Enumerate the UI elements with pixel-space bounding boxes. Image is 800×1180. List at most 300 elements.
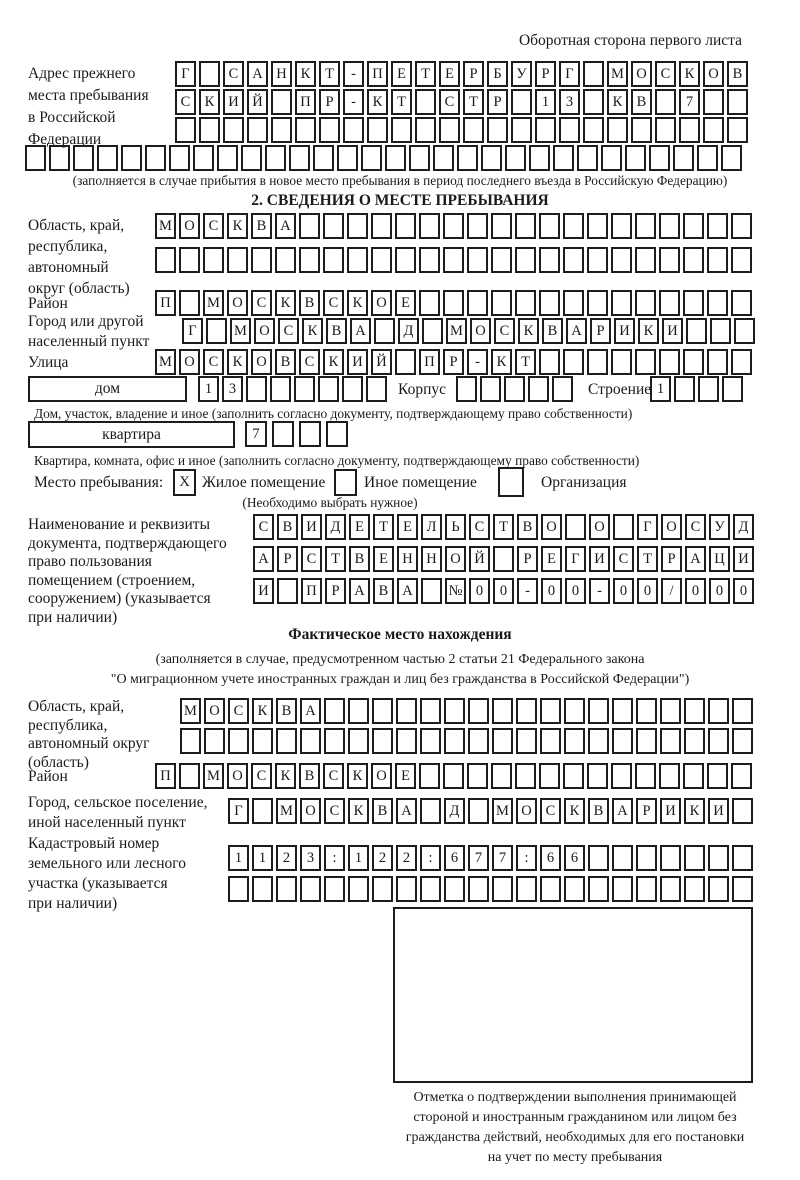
stay-type-label: Место пребывания: xyxy=(34,474,164,491)
char-cell xyxy=(731,290,752,316)
char-cell xyxy=(179,763,200,789)
char-cell xyxy=(348,728,369,754)
label-line: при наличии) xyxy=(28,608,118,626)
char-cell: Й xyxy=(469,546,490,572)
char-cell xyxy=(444,876,465,902)
char-cell xyxy=(467,247,488,273)
char-cell xyxy=(324,876,345,902)
char-cell: 3 xyxy=(300,845,321,871)
char-cell: Р xyxy=(325,578,346,604)
char-cell: К xyxy=(347,763,368,789)
char-cell: 1 xyxy=(252,845,273,871)
char-cell xyxy=(708,845,729,871)
char-cell xyxy=(674,376,695,402)
char-cell: С xyxy=(253,514,274,540)
char-cell: Е xyxy=(395,290,416,316)
char-cell xyxy=(300,728,321,754)
place-city-label xyxy=(28,312,149,352)
char-cell xyxy=(587,763,608,789)
char-cell xyxy=(343,117,364,143)
char-cell xyxy=(481,145,502,171)
char-cell: Н xyxy=(271,61,292,87)
char-cell xyxy=(577,145,598,171)
char-cell: / xyxy=(661,578,682,604)
char-cell xyxy=(468,698,489,724)
char-cell xyxy=(636,698,657,724)
char-cell xyxy=(505,145,526,171)
char-cell xyxy=(443,213,464,239)
char-cell: А xyxy=(350,318,371,344)
actual-district-row xyxy=(155,763,755,789)
char-cell xyxy=(487,117,508,143)
place-district-label: Район xyxy=(28,295,68,312)
label-line: участка (указывается xyxy=(28,875,168,892)
char-cell: 6 xyxy=(444,845,465,871)
house-number-row xyxy=(198,376,390,402)
section2-title: 2. СВЕДЕНИЯ О МЕСТЕ ПРЕБЫВАНИЯ xyxy=(251,192,549,209)
char-cell xyxy=(395,247,416,273)
char-cell: В xyxy=(517,514,538,540)
char-cell: Р xyxy=(535,61,556,87)
char-cell: Т xyxy=(415,61,436,87)
house-type-box: дом xyxy=(28,376,187,402)
char-cell xyxy=(265,145,286,171)
label-line: "О миграционном учете иностранных граждан и лиц без гражданства в Российской Федерации") xyxy=(110,672,690,687)
char-cell xyxy=(611,763,632,789)
char-cell xyxy=(419,763,440,789)
char-cell: 7 xyxy=(245,421,267,447)
char-cell: Е xyxy=(395,763,416,789)
char-cell: 1 xyxy=(228,845,249,871)
char-cell: Т xyxy=(493,514,514,540)
char-cell xyxy=(504,376,525,402)
place-street-row xyxy=(155,349,755,375)
char-cell: - xyxy=(467,349,488,375)
char-cell xyxy=(684,728,705,754)
char-cell: К xyxy=(491,349,512,375)
char-cell: Ц xyxy=(709,546,730,572)
actual-city-label xyxy=(28,793,207,833)
char-cell xyxy=(611,290,632,316)
cadastre-label xyxy=(28,834,186,914)
char-cell xyxy=(607,117,628,143)
char-cell xyxy=(145,145,166,171)
char-cell xyxy=(204,728,225,754)
char-cell xyxy=(251,247,272,273)
char-cell: А xyxy=(300,698,321,724)
char-cell: Н xyxy=(397,546,418,572)
char-cell xyxy=(684,698,705,724)
char-cell: С xyxy=(494,318,515,344)
char-cell xyxy=(565,514,586,540)
char-cell xyxy=(121,145,142,171)
char-cell xyxy=(348,698,369,724)
char-cell: 1 xyxy=(650,376,671,402)
char-cell: Е xyxy=(397,514,418,540)
char-cell xyxy=(683,213,704,239)
char-cell xyxy=(540,698,561,724)
char-cell: П xyxy=(367,61,388,87)
char-cell: Д xyxy=(733,514,754,540)
char-cell xyxy=(683,290,704,316)
char-cell xyxy=(318,376,339,402)
char-cell xyxy=(660,728,681,754)
char-cell: 2 xyxy=(372,845,393,871)
char-cell xyxy=(444,728,465,754)
char-cell: П xyxy=(301,578,322,604)
char-cell xyxy=(731,349,752,375)
char-cell: И xyxy=(660,798,681,824)
stay-type-checkbox-other-premises xyxy=(334,469,357,496)
prev-address-row-4 xyxy=(25,145,745,171)
label-line: Кадастровый номер xyxy=(28,835,160,852)
char-cell xyxy=(492,728,513,754)
char-cell: Д xyxy=(444,798,465,824)
char-cell: О xyxy=(179,213,200,239)
char-cell xyxy=(409,145,430,171)
label-line: округ (область) xyxy=(28,280,130,297)
label-line: право пользования xyxy=(28,553,152,570)
char-cell: 6 xyxy=(564,845,585,871)
char-cell xyxy=(553,145,574,171)
char-cell: - xyxy=(589,578,610,604)
doc-row-1 xyxy=(253,514,757,540)
char-cell xyxy=(227,247,248,273)
char-cell xyxy=(246,376,267,402)
char-cell xyxy=(683,349,704,375)
char-cell: 3 xyxy=(222,376,243,402)
label-line: документа, подтверждающего xyxy=(28,534,227,552)
char-cell xyxy=(708,698,729,724)
char-cell: М xyxy=(203,763,224,789)
char-cell: С xyxy=(203,349,224,375)
char-cell: Д xyxy=(398,318,419,344)
char-cell: 0 xyxy=(541,578,562,604)
char-cell xyxy=(659,290,680,316)
char-cell xyxy=(683,763,704,789)
char-cell: С xyxy=(251,290,272,316)
char-cell xyxy=(588,728,609,754)
char-cell xyxy=(294,376,315,402)
char-cell xyxy=(559,117,580,143)
char-cell: С xyxy=(613,546,634,572)
char-cell: В xyxy=(631,89,652,115)
char-cell xyxy=(636,728,657,754)
char-cell: Т xyxy=(391,89,412,115)
char-cell: А xyxy=(566,318,587,344)
char-cell xyxy=(707,213,728,239)
apartment-number-row xyxy=(245,421,353,447)
char-cell: 1 xyxy=(535,89,556,115)
char-cell: С xyxy=(685,514,706,540)
char-cell xyxy=(540,728,561,754)
char-cell xyxy=(217,145,238,171)
char-cell: 2 xyxy=(276,845,297,871)
char-cell xyxy=(228,876,249,902)
char-cell xyxy=(515,763,536,789)
char-cell: О xyxy=(631,61,652,87)
char-cell xyxy=(612,728,633,754)
char-cell: О xyxy=(371,290,392,316)
char-cell: О xyxy=(445,546,466,572)
label-line: Федерации xyxy=(28,131,102,148)
char-cell xyxy=(539,247,560,273)
char-cell: Т xyxy=(319,61,340,87)
char-cell xyxy=(511,89,532,115)
char-cell xyxy=(516,876,537,902)
char-cell xyxy=(563,247,584,273)
char-cell xyxy=(635,213,656,239)
char-cell: Д xyxy=(325,514,346,540)
char-cell xyxy=(468,728,489,754)
char-cell: К xyxy=(347,290,368,316)
char-cell: К xyxy=(199,89,220,115)
char-cell xyxy=(587,349,608,375)
actual-region-row-1 xyxy=(180,698,756,724)
char-cell: Р xyxy=(443,349,464,375)
char-cell: 0 xyxy=(709,578,730,604)
label-line: Область, край, xyxy=(28,217,125,234)
char-cell: Р xyxy=(661,546,682,572)
char-cell xyxy=(420,876,441,902)
char-cell: 0 xyxy=(733,578,754,604)
label-line: Отметка о подтверждении выполнения принимающей xyxy=(413,1090,737,1105)
char-cell: П xyxy=(155,763,176,789)
char-cell xyxy=(49,145,70,171)
stamp-caption xyxy=(388,1088,762,1168)
char-cell: : xyxy=(324,845,345,871)
stay-type-note: (Необходимо выбрать нужное) xyxy=(242,495,418,510)
char-cell xyxy=(179,290,200,316)
char-cell xyxy=(391,117,412,143)
char-cell xyxy=(649,145,670,171)
char-cell xyxy=(289,145,310,171)
char-cell xyxy=(420,728,441,754)
char-cell xyxy=(635,349,656,375)
char-cell xyxy=(493,546,514,572)
char-cell xyxy=(295,117,316,143)
char-cell: Е xyxy=(391,61,412,87)
char-cell xyxy=(276,728,297,754)
char-cell xyxy=(299,421,321,447)
char-cell: С xyxy=(223,61,244,87)
char-cell xyxy=(241,145,262,171)
char-cell: Г xyxy=(175,61,196,87)
char-cell xyxy=(515,290,536,316)
char-cell: К xyxy=(227,213,248,239)
doc-row-2 xyxy=(253,546,757,572)
char-cell: 0 xyxy=(469,578,490,604)
char-cell: 7 xyxy=(468,845,489,871)
char-cell: Г xyxy=(228,798,249,824)
char-cell xyxy=(491,247,512,273)
char-cell: В xyxy=(277,514,298,540)
char-cell xyxy=(299,213,320,239)
char-cell xyxy=(587,247,608,273)
char-cell: : xyxy=(516,845,537,871)
char-cell xyxy=(611,247,632,273)
char-cell: Р xyxy=(319,89,340,115)
char-cell xyxy=(515,247,536,273)
char-cell xyxy=(660,698,681,724)
char-cell: 6 xyxy=(540,845,561,871)
char-cell: Г xyxy=(559,61,580,87)
char-cell: У xyxy=(511,61,532,87)
char-cell: О xyxy=(589,514,610,540)
char-cell xyxy=(727,89,748,115)
place-city-row xyxy=(182,318,758,344)
char-cell xyxy=(372,728,393,754)
char-cell: О xyxy=(254,318,275,344)
char-cell xyxy=(539,763,560,789)
char-cell: К xyxy=(638,318,659,344)
char-cell: А xyxy=(685,546,706,572)
char-cell: Р xyxy=(463,61,484,87)
char-cell xyxy=(539,213,560,239)
stamp-box xyxy=(393,907,753,1083)
char-cell xyxy=(635,247,656,273)
char-cell xyxy=(563,213,584,239)
actual-region-row-2 xyxy=(180,728,756,754)
char-cell: У xyxy=(709,514,730,540)
char-cell: К xyxy=(302,318,323,344)
char-cell xyxy=(366,376,387,402)
char-cell xyxy=(396,698,417,724)
char-cell xyxy=(552,376,573,402)
apartment-note: Квартира, комната, офис и иное (заполнить согласно документу, подтверждающему право собственности) xyxy=(34,453,640,468)
char-cell xyxy=(395,349,416,375)
char-cell: С xyxy=(324,798,345,824)
label-line: стороной и иностранным гражданином или лицом без xyxy=(413,1110,737,1125)
char-cell xyxy=(372,698,393,724)
char-cell: 3 xyxy=(559,89,580,115)
doc-label xyxy=(28,516,227,627)
stay-type-checkbox-residential: X xyxy=(173,469,196,496)
char-cell: М xyxy=(230,318,251,344)
char-cell xyxy=(727,117,748,143)
char-cell: К xyxy=(367,89,388,115)
char-cell xyxy=(271,117,292,143)
char-cell xyxy=(491,290,512,316)
char-cell xyxy=(97,145,118,171)
char-cell xyxy=(299,247,320,273)
prev-address-note: (заполняется в случае прибытия в новое место пребывания в период последнего въезда в Российскую Федерацию) xyxy=(72,173,728,188)
char-cell: Р xyxy=(277,546,298,572)
char-cell xyxy=(529,145,550,171)
char-cell xyxy=(732,698,753,724)
char-cell: М xyxy=(155,349,176,375)
char-cell xyxy=(374,318,395,344)
char-cell: 0 xyxy=(637,578,658,604)
label-line: земельного или лесного xyxy=(28,855,186,872)
char-cell xyxy=(583,117,604,143)
char-cell: 0 xyxy=(613,578,634,604)
char-cell: И xyxy=(662,318,683,344)
char-cell xyxy=(563,290,584,316)
char-cell: - xyxy=(517,578,538,604)
char-cell xyxy=(371,213,392,239)
char-cell xyxy=(684,845,705,871)
char-cell xyxy=(247,117,268,143)
char-cell xyxy=(203,247,224,273)
char-cell xyxy=(721,145,742,171)
label-line: республика, xyxy=(28,716,108,734)
char-cell xyxy=(252,876,273,902)
char-cell: С xyxy=(175,89,196,115)
char-cell: М xyxy=(492,798,513,824)
char-cell xyxy=(457,145,478,171)
char-cell: 7 xyxy=(679,89,700,115)
char-cell xyxy=(612,876,633,902)
cadastre-row-1 xyxy=(228,845,756,871)
char-cell xyxy=(636,845,657,871)
char-cell xyxy=(564,698,585,724)
char-cell xyxy=(698,376,719,402)
char-cell: 0 xyxy=(493,578,514,604)
char-cell: К xyxy=(295,61,316,87)
label-line: республика, xyxy=(28,238,108,255)
char-cell: Г xyxy=(182,318,203,344)
label-line: места пребывания xyxy=(28,87,149,104)
char-cell xyxy=(193,145,214,171)
char-cell xyxy=(613,514,634,540)
char-cell: О xyxy=(204,698,225,724)
char-cell xyxy=(275,247,296,273)
char-cell xyxy=(732,845,753,871)
char-cell: Ь xyxy=(445,514,466,540)
label-line: (область) xyxy=(28,753,89,771)
char-cell: С xyxy=(251,763,272,789)
char-cell: 1 xyxy=(348,845,369,871)
prev-address-row-2 xyxy=(175,89,751,115)
char-cell: 0 xyxy=(565,578,586,604)
prev-address-row-1 xyxy=(175,61,751,87)
char-cell: А xyxy=(349,578,370,604)
char-cell: С xyxy=(299,349,320,375)
char-cell xyxy=(611,349,632,375)
char-cell xyxy=(433,145,454,171)
char-cell: О xyxy=(251,349,272,375)
char-cell xyxy=(686,318,707,344)
char-cell: П xyxy=(155,290,176,316)
label-line: Наименование и реквизиты xyxy=(28,516,210,533)
char-cell xyxy=(396,728,417,754)
char-cell xyxy=(337,145,358,171)
char-cell: М xyxy=(155,213,176,239)
label-line: Город, сельское поселение, xyxy=(28,794,208,811)
char-cell: И xyxy=(708,798,729,824)
char-cell xyxy=(660,845,681,871)
char-cell xyxy=(707,349,728,375)
char-cell xyxy=(468,798,489,824)
char-cell: Р xyxy=(636,798,657,824)
char-cell xyxy=(396,876,417,902)
char-cell xyxy=(179,247,200,273)
char-cell xyxy=(583,89,604,115)
doc-row-3 xyxy=(253,578,757,604)
char-cell: А xyxy=(275,213,296,239)
char-cell xyxy=(625,145,646,171)
char-cell: Й xyxy=(371,349,392,375)
stroenie-label: Строение xyxy=(588,381,652,398)
char-cell xyxy=(492,876,513,902)
char-cell xyxy=(708,876,729,902)
char-cell: А xyxy=(396,798,417,824)
label-line: при наличии) xyxy=(28,895,118,912)
char-cell: К xyxy=(323,349,344,375)
char-cell xyxy=(731,213,752,239)
char-cell: 2 xyxy=(396,845,417,871)
